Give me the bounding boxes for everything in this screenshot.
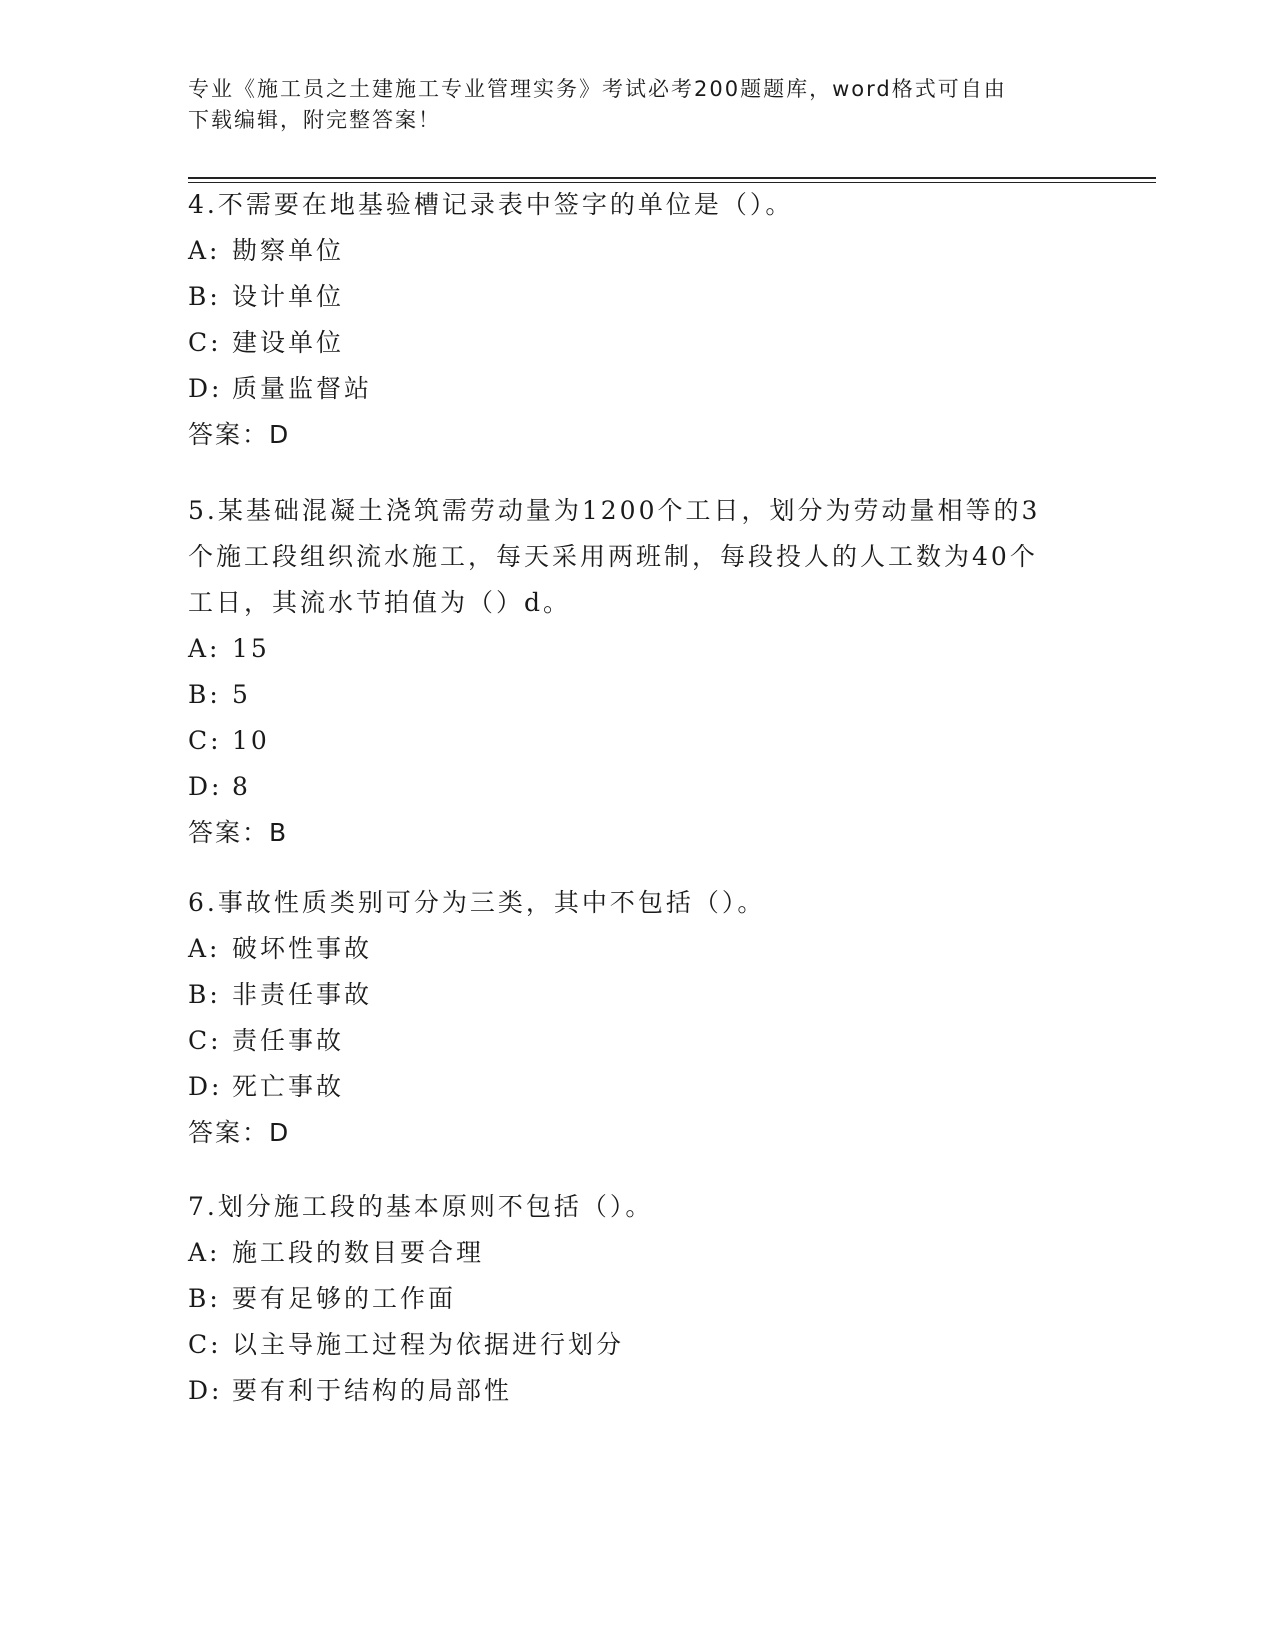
option-c — [188, 1018, 1088, 1064]
question-stem-line-3: 工日，其流水节拍值为（）d。 — [188, 588, 572, 617]
option-letter: A: — [188, 934, 221, 963]
header-line-2: 下载编辑，附完整答案！ — [188, 108, 441, 132]
option-a — [188, 926, 1088, 972]
question-stem-line-2: 个施工段组织流水施工，每天采用两班制，每段投人的人工数为40个 — [188, 542, 1038, 571]
answer-line: 答案：D — [188, 1118, 291, 1147]
question-stem: 6.事故性质类别可分为三类，其中不包括（）。 — [188, 888, 766, 917]
option-text: 要有利于结构的局部性 — [232, 1376, 513, 1405]
option-text: 5 — [232, 680, 251, 709]
option-text: 非责任事故 — [232, 980, 373, 1009]
option-letter: C: — [188, 1330, 222, 1359]
answer-line: 答案：D — [188, 420, 291, 449]
answer-line: 答案：B — [188, 818, 289, 847]
option-letter: D: — [188, 374, 223, 403]
option-letter: B: — [188, 680, 221, 709]
question-stem: 7.划分施工段的基本原则不包括（）。 — [188, 1192, 654, 1221]
option-text: 要有足够的工作面 — [232, 1284, 457, 1313]
option-letter: A: — [188, 634, 221, 663]
option-letter: C: — [188, 328, 222, 357]
option-letter: B: — [188, 1284, 221, 1313]
question-stem: 4.不需要在地基验槽记录表中签字的单位是（）。 — [188, 190, 794, 219]
option-letter: A: — [188, 236, 221, 265]
question-block — [188, 880, 1088, 1156]
option-text: 死亡事故 — [232, 1072, 345, 1101]
option-d — [188, 1064, 1088, 1110]
question-block — [188, 488, 1088, 856]
option-letter: B: — [188, 282, 221, 311]
option-a — [188, 626, 1088, 672]
option-a — [188, 228, 1088, 274]
option-letter: C: — [188, 1026, 222, 1055]
option-text: 10 — [232, 726, 270, 755]
option-d — [188, 1368, 1088, 1414]
option-a — [188, 1230, 1088, 1276]
option-text: 勘察单位 — [232, 236, 345, 265]
option-b — [188, 972, 1088, 1018]
option-b — [188, 274, 1088, 320]
option-letter: D: — [188, 1072, 223, 1101]
option-text: 责任事故 — [232, 1026, 345, 1055]
document-header — [188, 74, 1068, 136]
option-text: 施工段的数目要合理 — [232, 1238, 485, 1267]
option-letter: A: — [188, 1238, 221, 1267]
option-text: 破坏性事故 — [232, 934, 373, 963]
option-text: 建设单位 — [232, 328, 345, 357]
option-letter: C: — [188, 726, 222, 755]
option-d — [188, 764, 1088, 810]
header-line-1: 专业《施工员之土建施工专业管理实务》考试必考200题题库，word格式可自由 — [188, 77, 1007, 101]
option-text: 质量监督站 — [232, 374, 373, 403]
option-letter: D: — [188, 1376, 223, 1405]
option-b — [188, 672, 1088, 718]
option-text: 15 — [232, 634, 270, 663]
question-block — [188, 1184, 1088, 1414]
option-c — [188, 1322, 1088, 1368]
option-c — [188, 718, 1088, 764]
option-d — [188, 366, 1088, 412]
option-b — [188, 1276, 1088, 1322]
option-letter: D: — [188, 772, 223, 801]
question-block — [188, 182, 1088, 458]
option-letter: B: — [188, 980, 221, 1009]
question-stem-line-1: 5.某基础混凝土浇筑需劳动量为1200个工日，划分为劳动量相等的3 — [188, 496, 1041, 525]
option-c — [188, 320, 1088, 366]
option-text: 8 — [232, 772, 251, 801]
header-rule-thick — [188, 177, 1156, 179]
option-text: 以主导施工过程为依据进行划分 — [232, 1330, 625, 1359]
option-text: 设计单位 — [232, 282, 345, 311]
